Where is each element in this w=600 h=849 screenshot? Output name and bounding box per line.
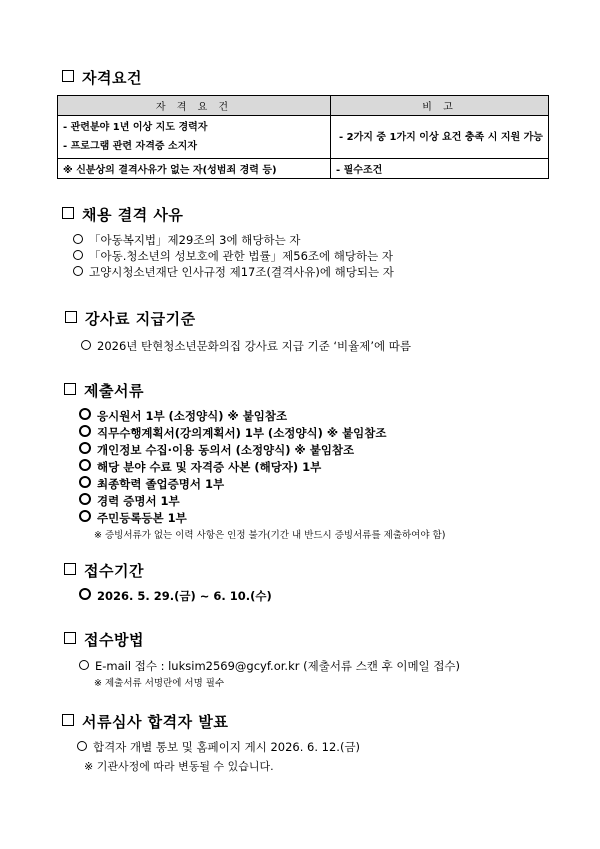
section-title-text: 서류심사 합격자 발표 <box>82 713 229 731</box>
checkbox-square-icon <box>62 207 74 219</box>
circle-bullet-icon <box>79 493 91 505</box>
section-title-documents <box>64 380 144 401</box>
checkbox-square-icon <box>64 632 76 644</box>
method-note: ※ 제출서류 서명란에 서명 필수 <box>94 678 225 689</box>
circle-bullet-icon <box>79 588 91 600</box>
table-row <box>58 159 549 179</box>
list-item <box>73 232 300 248</box>
circle-bullet-icon <box>79 459 91 471</box>
list-item-text: E-mail 접수 : luksim2569@gcyf.or.kr (제출서류 스캔 후 이메일 접수) <box>95 659 461 673</box>
circle-bullet-icon <box>73 266 83 276</box>
list-item-text: 2026. 5. 29.(금) ~ 6. 10.(수) <box>97 589 272 603</box>
list-item-text: 합격자 개별 통보 및 홈페이지 게시 2026. 6. 12.(금) <box>93 740 361 754</box>
list-item-text: 「아동.청소년의 성보호에 관한 법률」제56조에 해당하는 자 <box>89 249 393 263</box>
checkbox-square-icon <box>62 714 74 726</box>
list-item-text: 개인정보 수집·이용 동의서 (소정양식) ※ 붙임참조 <box>97 443 355 457</box>
list-item <box>79 442 354 458</box>
requirement-line: - 관련분야 1년 이상 지도 경력자 <box>63 122 208 133</box>
circle-bullet-icon <box>79 510 91 522</box>
list-item-text: 2026년 탄현청소년문화의집 강사료 지급 기준 ‘비율제’에 따름 <box>97 339 412 353</box>
list-item <box>73 248 393 264</box>
list-item-text: 고양시청소년재단 인사규정 제17조(결격사유)에 해당되는 자 <box>89 265 394 279</box>
circle-bullet-icon <box>79 476 91 488</box>
circle-bullet-icon <box>79 425 91 437</box>
table-cell-requirement: ※ 신분상의 결격사유가 없는 자(성범죄 경력 등) <box>58 159 331 179</box>
section-title-disqualification <box>62 204 183 225</box>
requirement-line: - 프로그램 관련 자격증 소지자 <box>63 141 197 152</box>
section-title-text: 자격요건 <box>82 69 142 87</box>
circle-bullet-icon <box>79 660 89 670</box>
list-item <box>73 264 394 280</box>
circle-bullet-icon <box>73 234 83 244</box>
checkbox-square-icon <box>64 383 76 395</box>
documents-note: ※ 증빙서류가 없는 이력 사항은 인정 불가(기간 내 반드시 증빙서류를 제출하여야 함) <box>94 530 446 541</box>
table-header-requirement: 자 격 요 건 <box>58 96 331 116</box>
list-item-text: 주민등록등본 1부 <box>97 511 187 525</box>
table-cell-note: - 2가지 중 1가지 이상 요건 충족 시 지원 가능 <box>331 116 549 159</box>
list-item <box>79 459 321 475</box>
list-item <box>79 425 387 441</box>
table-cell-requirement <box>58 116 331 159</box>
section-title-announcement <box>62 711 228 732</box>
section-title-method <box>64 629 144 650</box>
section-title-text: 제출서류 <box>84 382 144 400</box>
list-item <box>79 476 224 492</box>
section-title-text: 접수방법 <box>84 631 144 649</box>
list-item <box>79 510 187 526</box>
section-title-period <box>64 560 144 581</box>
table-cell-note: - 필수조건 <box>331 159 549 179</box>
list-item-text: 응시원서 1부 (소정양식) ※ 붙임참조 <box>97 409 288 423</box>
announcement-note: ※ 기관사정에 따라 변동될 수 있습니다. <box>84 760 274 773</box>
circle-bullet-icon <box>79 442 91 454</box>
list-item <box>79 493 180 509</box>
list-item <box>79 588 272 604</box>
list-item-text: 최종학력 졸업증명서 1부 <box>97 477 225 491</box>
checkbox-square-icon <box>64 563 76 575</box>
circle-bullet-icon <box>79 408 91 420</box>
list-item-text: 경력 증명서 1부 <box>97 494 180 508</box>
circle-bullet-icon <box>81 340 91 350</box>
qualification-table <box>57 95 549 179</box>
section-title-text: 접수기간 <box>84 562 144 580</box>
circle-bullet-icon <box>77 741 87 751</box>
list-item <box>77 739 360 755</box>
checkbox-square-icon <box>65 311 77 323</box>
section-title-fee <box>65 308 196 329</box>
table-header-note: 비 고 <box>331 96 549 116</box>
section-title-qualification <box>62 67 142 88</box>
list-item <box>81 338 411 354</box>
section-title-text: 채용 결격 사유 <box>82 206 184 224</box>
list-item-text: 「아동복지법」제29조의 3에 해당하는 자 <box>89 233 301 247</box>
list-item-text: 해당 분야 수료 및 자격증 사본 (해당자) 1부 <box>97 460 322 474</box>
list-item <box>79 408 287 424</box>
checkbox-square-icon <box>62 70 74 82</box>
circle-bullet-icon <box>73 250 83 260</box>
section-title-text: 강사료 지급기준 <box>85 310 196 328</box>
table-header-row <box>58 96 549 116</box>
table-row <box>58 116 549 159</box>
list-item <box>79 658 460 674</box>
list-item-text: 직무수행계획서(강의계획서) 1부 (소정양식) ※ 붙임참조 <box>97 426 387 440</box>
